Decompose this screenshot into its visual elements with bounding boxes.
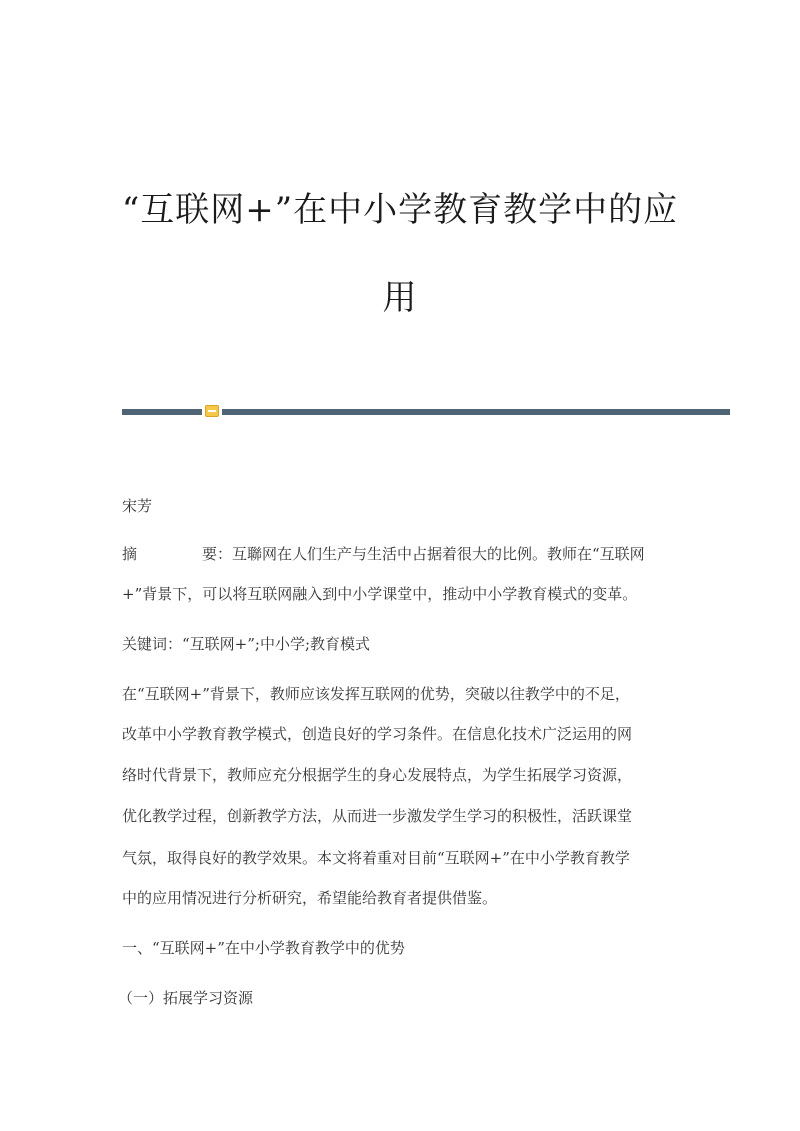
body-paragraph-line: 在“互联网+”背景下，教师应该发挥互联网的优势，突破以往教学中的不足， [122, 685, 630, 703]
title-divider-left [122, 409, 202, 415]
body-paragraph-line: 络时代背景下，教师应充分根据学生的身心发展特点，为学生拓展学习资源， [122, 766, 633, 784]
body-paragraph-line: 气氛，取得良好的教学效果。本文将着重对目前“互联网+”在中小学教育教学 [122, 849, 630, 867]
abstract-text-1: 互聯网在人们生产与生活中占据着很大的比例。教师在“互联网 [232, 545, 645, 563]
document-title-line-2: 用 [382, 278, 418, 318]
abstract-label-char-1: 摘 [122, 545, 138, 563]
abstract-line-1 [122, 544, 645, 564]
title-divider-right [222, 409, 730, 415]
body-paragraph-line: 优化教学过程，创新教学方法，从而进一步激发学生学习的积极性，活跃课堂 [122, 807, 633, 825]
body-paragraph-line: 改革中小学教育教学模式，创造良好的学习条件。在信息化技术广泛运用的网 [122, 725, 633, 743]
section-heading-1: 一、“互联网+”在中小学教育教学中的优势 [122, 939, 405, 957]
section-heading-2: （一）拓展学习资源 [118, 989, 254, 1007]
document-title-line-1: “互联网+”在中小学教育教学中的应 [121, 190, 679, 230]
abstract-label-char-2: 要： [202, 545, 233, 563]
keywords: 关键词：“互联网+”;中小学;教育模式 [122, 635, 371, 653]
body-paragraph-line: 中的应用情况进行分析研究，希望能给教育者提供借鉴。 [122, 889, 498, 907]
divider-badge-icon [205, 405, 219, 417]
abstract-line-2: +”背景下，可以将互联网融入到中小学课堂中，推动中小学教育模式的变革。 [122, 585, 638, 603]
author-name: 宋芳 [122, 497, 153, 515]
